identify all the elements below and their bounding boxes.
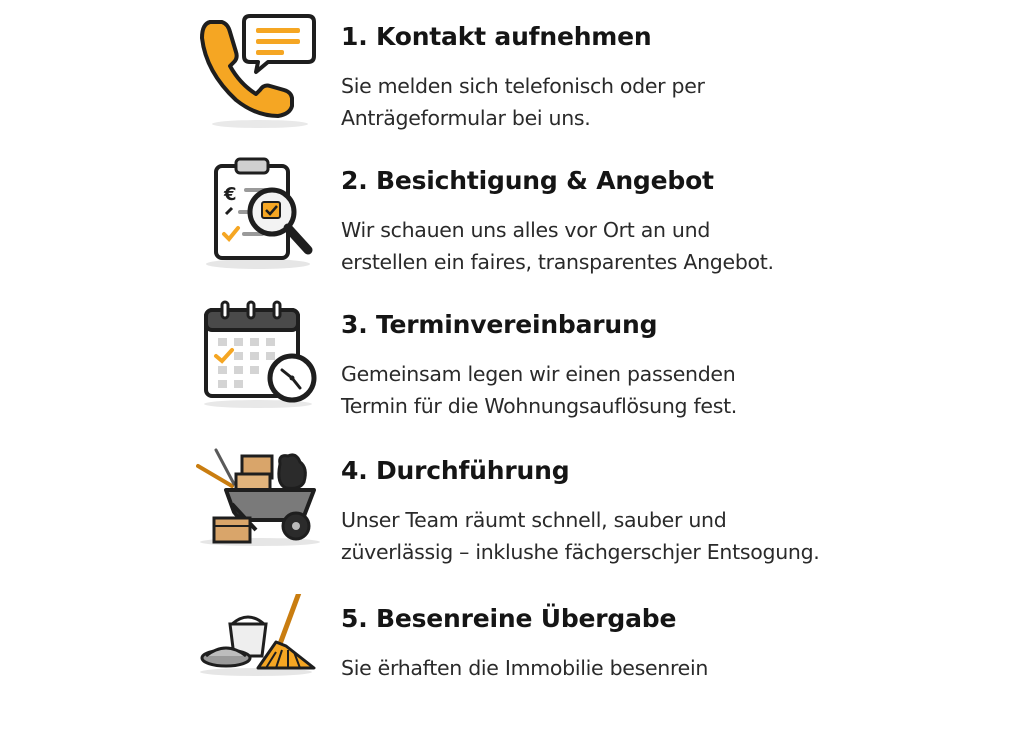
- step-description-line-1: Gemeinsam legen wir einen passenden: [341, 362, 736, 386]
- step-description: [341, 504, 861, 568]
- step-description-line-1: Sie ërhaften die Immobilie besenrein: [341, 656, 709, 680]
- broom-bucket-icon: [196, 594, 324, 712]
- step-title: 4. Durchführung: [341, 456, 570, 485]
- step-4: [0, 446, 1024, 592]
- wheelbarrow-icon: [196, 446, 324, 564]
- step-description-line-2: erstellen ein faires, transparentes Angebot.: [341, 250, 774, 274]
- step-3: [0, 300, 1024, 446]
- step-1: [0, 12, 1024, 158]
- step-title: 3. Terminvereinbarung: [341, 310, 658, 339]
- step-description-line-2: züverlässig – inklushe fächgerschjer Entsogung.: [341, 540, 820, 564]
- phone-chat-icon: [196, 12, 324, 130]
- step-2: [0, 156, 1024, 302]
- svg-text:€: €: [224, 184, 237, 205]
- step-title: 5. Besenreine Übergabe: [341, 604, 677, 633]
- step-description-line-1: Wir schauen uns alles vor Ort an und: [341, 218, 711, 242]
- step-description: [341, 214, 861, 278]
- step-5: [0, 594, 1024, 740]
- step-description: [341, 358, 861, 422]
- step-description-line-2: Termin für die Wohnungsauflösung fest.: [341, 394, 738, 418]
- calendar-clock-icon: [196, 300, 324, 418]
- step-description-line-2: Anträgeformular bei uns.: [341, 106, 591, 130]
- step-description-line-1: Sie melden sich telefonisch oder per: [341, 74, 705, 98]
- step-description-line-1: Unser Team räumt schnell, sauber und: [341, 508, 727, 532]
- step-title: 1. Kontakt aufnehmen: [341, 22, 652, 51]
- step-description: [341, 70, 861, 134]
- clipboard-magnifier-icon: [196, 156, 324, 274]
- step-description: [341, 652, 861, 684]
- step-title: 2. Besichtigung & Angebot: [341, 166, 714, 195]
